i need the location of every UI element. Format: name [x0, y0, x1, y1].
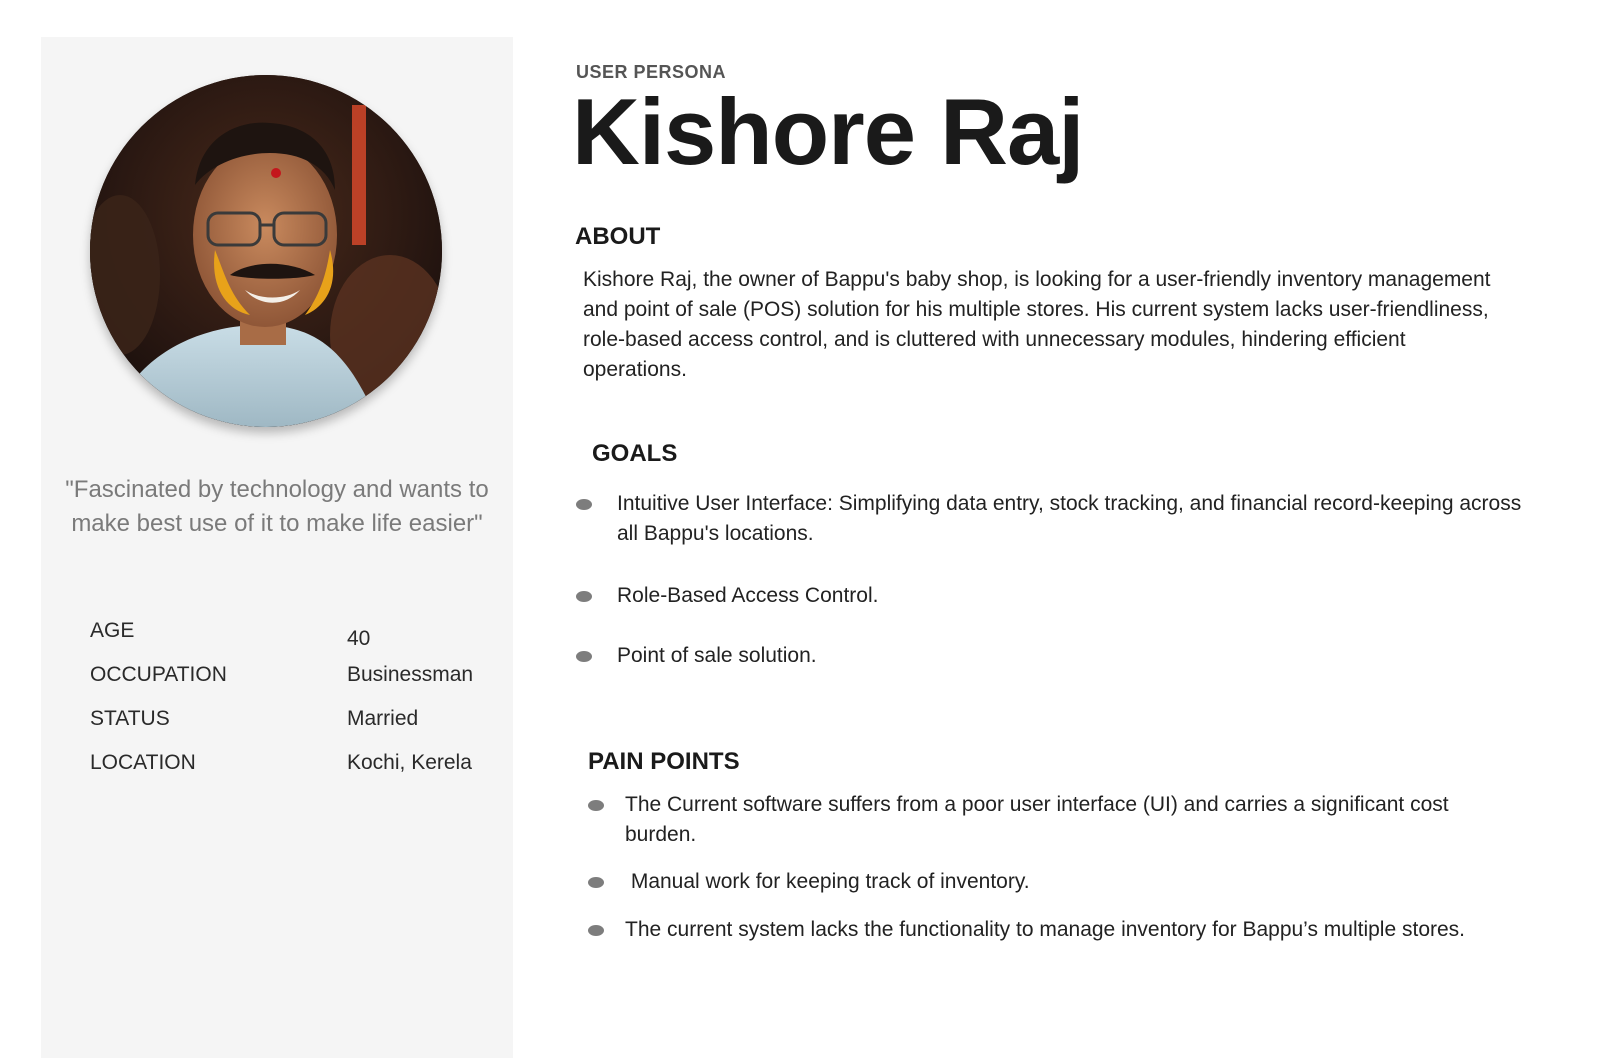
pain-point-text: Manual work for keeping track of inventory.	[625, 870, 1030, 893]
persona-photo	[90, 75, 442, 427]
pain-points-heading: PAIN POINTS	[588, 748, 740, 775]
fact-value: Married	[347, 707, 419, 730]
page-eyebrow: USER PERSONA	[576, 62, 727, 82]
about-text: Kishore Raj, the owner of Bappu's baby shop, is looking for a user-friendly inventory management and point of sale (POS) solution for his multiple stores. His current system lacks user-friendliness, role-based access control, and is cluttered with unnecessary modules, hindering efficient operations.	[583, 268, 1491, 381]
fact-age	[90, 619, 510, 663]
bullet-icon	[576, 651, 592, 662]
bullet-icon	[576, 591, 592, 602]
fact-status	[90, 707, 510, 751]
fact-location	[90, 751, 510, 795]
fact-label: AGE	[90, 619, 135, 642]
fact-value: 40	[347, 627, 371, 650]
fact-value: Businessman	[347, 663, 474, 686]
fact-label: LOCATION	[90, 751, 196, 774]
bullet-icon	[588, 877, 604, 888]
profile-sidebar	[41, 37, 513, 1058]
persona-name: Kishore Raj	[572, 79, 1084, 184]
fact-occupation	[90, 663, 510, 707]
goals-heading: GOALS	[592, 440, 678, 467]
about-heading: ABOUT	[575, 223, 661, 250]
pain-point-text: The Current software suffers from a poor user interface (UI) and carries a significant cost burden.	[625, 793, 1449, 846]
bullet-icon	[576, 499, 592, 510]
fact-value: Kochi, Kerela	[347, 751, 472, 774]
persona-quote: "Fascinated by technology and wants to make best use of it to make life easier"	[65, 476, 489, 537]
pain-point-text: The current system lacks the functionality to manage inventory for Bappu’s multiple stores.	[625, 918, 1466, 941]
goal-text: Intuitive User Interface: Simplifying data entry, stock tracking, and financial record-keeping across all Bappu's locations.	[617, 492, 1522, 545]
fact-label: OCCUPATION	[90, 663, 227, 686]
persona-facts	[90, 619, 510, 795]
goal-text: Role-Based Access Control.	[617, 584, 879, 607]
goal-text: Point of sale solution.	[617, 644, 817, 667]
fact-label: STATUS	[90, 707, 170, 730]
bullet-icon	[588, 800, 604, 811]
bullet-icon	[588, 925, 604, 936]
